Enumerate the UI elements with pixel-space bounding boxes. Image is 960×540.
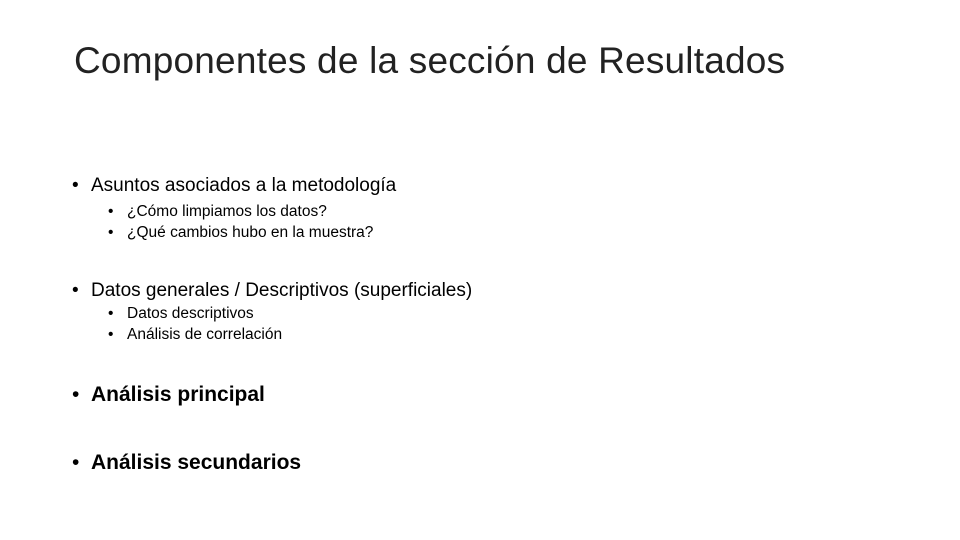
bullet-icon: • bbox=[72, 451, 80, 474]
bullet-icon: • bbox=[72, 175, 79, 196]
sub-bullet-text: Análisis de correlación bbox=[127, 326, 283, 343]
bullet-icon: • bbox=[108, 224, 114, 241]
sub-bullet-item-cleaning bbox=[108, 202, 327, 222]
bullet-item-secondary-analysis bbox=[72, 449, 301, 477]
bullet-text: Datos generales / Descriptivos (superficiales) bbox=[91, 280, 473, 301]
sub-bullet-item-correlation bbox=[108, 325, 282, 345]
bullet-icon: • bbox=[72, 383, 80, 406]
sub-bullet-text: ¿Qué cambios hubo en la muestra? bbox=[127, 224, 374, 241]
bullet-icon: • bbox=[72, 280, 79, 301]
sub-bullet-item-descriptive bbox=[108, 304, 254, 324]
bullet-icon: • bbox=[108, 326, 114, 343]
bullet-text: Análisis secundarios bbox=[91, 451, 302, 474]
bullet-text: Análisis principal bbox=[91, 383, 265, 406]
bullet-text: Asuntos asociados a la metodología bbox=[91, 175, 397, 196]
bullet-item-methodology bbox=[72, 174, 396, 198]
slide-title: Componentes de la sección de Resultados bbox=[74, 40, 786, 81]
bullet-icon: • bbox=[108, 305, 114, 322]
bullet-item-general-data bbox=[72, 279, 472, 303]
bullet-item-main-analysis bbox=[72, 381, 265, 409]
bullet-icon: • bbox=[108, 203, 114, 220]
sub-bullet-text: Datos descriptivos bbox=[127, 305, 254, 322]
sub-bullet-text: ¿Cómo limpiamos los datos? bbox=[127, 203, 327, 220]
sub-bullet-item-sample-changes bbox=[108, 223, 373, 243]
